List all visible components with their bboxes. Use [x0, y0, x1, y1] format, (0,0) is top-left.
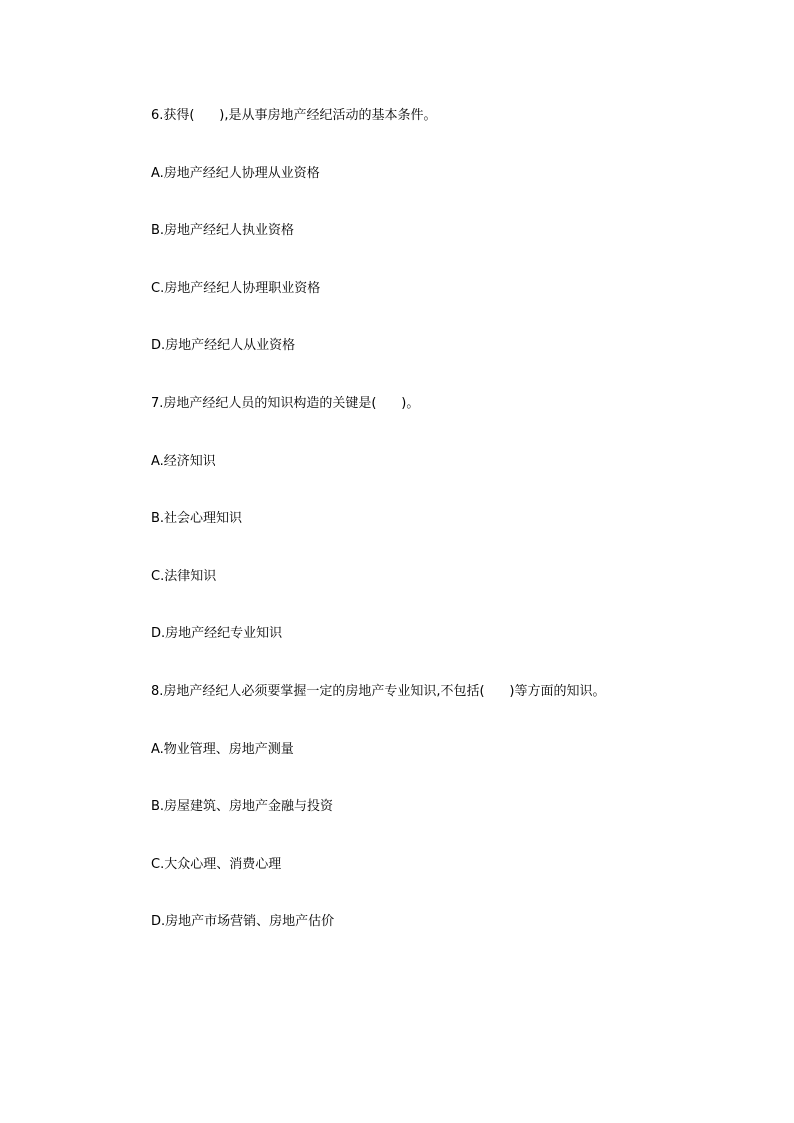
- question-8-option-b: B.房屋建筑、房地产金融与投资: [151, 799, 334, 814]
- question-8-stem: 8.房地产经纪人必须要掌握一定的房地产专业知识,不包括( )等方面的知识。: [151, 684, 606, 699]
- question-8-option-d: D.房地产市场营销、房地产估价: [151, 914, 335, 929]
- question-6-option-c: C.房地产经纪人协理职业资格: [151, 281, 321, 296]
- question-6-option-a: A.房地产经纪人协理从业资格: [151, 166, 320, 181]
- question-8-option-a: A.物业管理、房地产测量: [151, 742, 294, 757]
- question-7-option-d: D.房地产经纪专业知识: [151, 626, 283, 641]
- question-7-option-c: C.法律知识: [151, 569, 217, 584]
- question-7-option-a: A.经济知识: [151, 454, 216, 469]
- question-7-stem: 7.房地产经纪人员的知识构造的关键是( )。: [151, 396, 420, 411]
- question-8-option-c: C.大众心理、消费心理: [151, 857, 282, 872]
- question-7-option-b: B.社会心理知识: [151, 511, 243, 526]
- question-6-option-b: B.房地产经纪人执业资格: [151, 223, 295, 238]
- question-6-stem: 6.获得( ),是从事房地产经纪活动的基本条件。: [151, 108, 437, 123]
- question-6-option-d: D.房地产经纪人从业资格: [151, 338, 296, 353]
